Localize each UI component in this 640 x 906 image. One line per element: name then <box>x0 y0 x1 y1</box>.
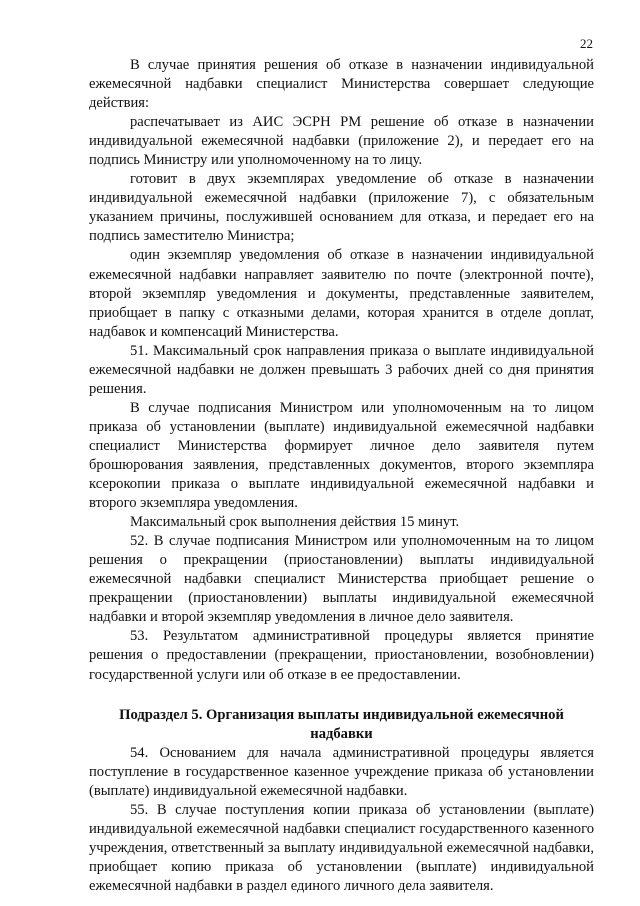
paragraph-refusal-intro: В случае принятия решения об отказе в назначении индивидуальной ежемесячной надбавки специалист Министерства совершает следующие действия: <box>89 57 594 112</box>
paragraph-max-time: Максимальный срок выполнения действия 15 минут. <box>130 514 460 531</box>
document-body <box>89 56 594 896</box>
paragraph-51: 51. Максимальный срок направления приказа о выплате индивидуальной ежемесячной надбавки не должен превышать 3 рабочих дней со дня принятия решения. <box>89 342 594 397</box>
section-heading: Подраздел 5. Организация выплаты индивидуальной ежемесячной надбавки <box>119 706 564 742</box>
paragraph-prepare-notice: готовит в двух экземплярах уведомление об отказе в назначении индивидуальной ежемесячной надбавки (приложение 7), с обязательным указанием причины, послужившей основанием для отказа, и передает его на подпись заместителю Министра; <box>89 171 594 245</box>
page-number: 22 <box>580 36 593 51</box>
paragraph-send-notice: один экземпляр уведомления об отказе в назначении индивидуальной ежемесячной надбавки направляет заявителю по почте (электронной почте), второй экземпляр уведомления и документы, представленные заявителем, приобщает в папку с отказными делами, которая хранится в отделе доплат, надбавок и компенсаций Министерства. <box>89 247 594 340</box>
paragraph-personal-file: В случае подписания Министром или уполномоченным на то лицом приказа об установлении (выплате) индивидуальной ежемесячной надбавки специалист Министерства формирует личное дело заявителя путем брошюрования заявления, представленных документов, второго экземпляра ксерокопии приказа о выплате индивидуальной ежемесячной надбавки и второго экземпляра уведомления. <box>89 399 594 512</box>
paragraph-55: 55. В случае поступления копии приказа об установлении (выплате) индивидуальной ежемесячной надбавки специалист государственного казенного учреждения, ответственный за выплату индивидуальной ежемесячной надбавки, приобщает копию приказа об установлении (выплате) индивидуальной ежемесячной надбавки в раздел единого личного дела заявителя. <box>89 801 594 894</box>
paragraph-print-decision: распечатывает из АИС ЭСРН РМ решение об отказе в назначении индивидуальной ежемесячной надбавки (приложение 2), и передает его на подпись Министру или уполномоченному на то лицу. <box>89 114 594 169</box>
paragraph-52: 52. В случае подписания Министром или уполномоченным на то лицом решения о прекращении (приостановлении) выплаты индивидуальной ежемесячной надбавки специалист Министерства приобщает решение о прекращении (приостановлении) выплаты индивидуальной ежемесячной надбавки и второй экземпляр уведомления в личное дело заявителя. <box>89 533 594 626</box>
paragraph-54: 54. Основанием для начала административной процедуры является поступление в государственное казенное учреждение приказа об установлении (выплате) индивидуальной ежемесячной надбавки. <box>89 744 594 799</box>
paragraph-53: 53. Результатом административной процедуры является принятие решения о предоставлении (прекращении, приостановлении, возобновлении) государственной услуги или об отказе в ее предоставлении. <box>89 628 594 683</box>
